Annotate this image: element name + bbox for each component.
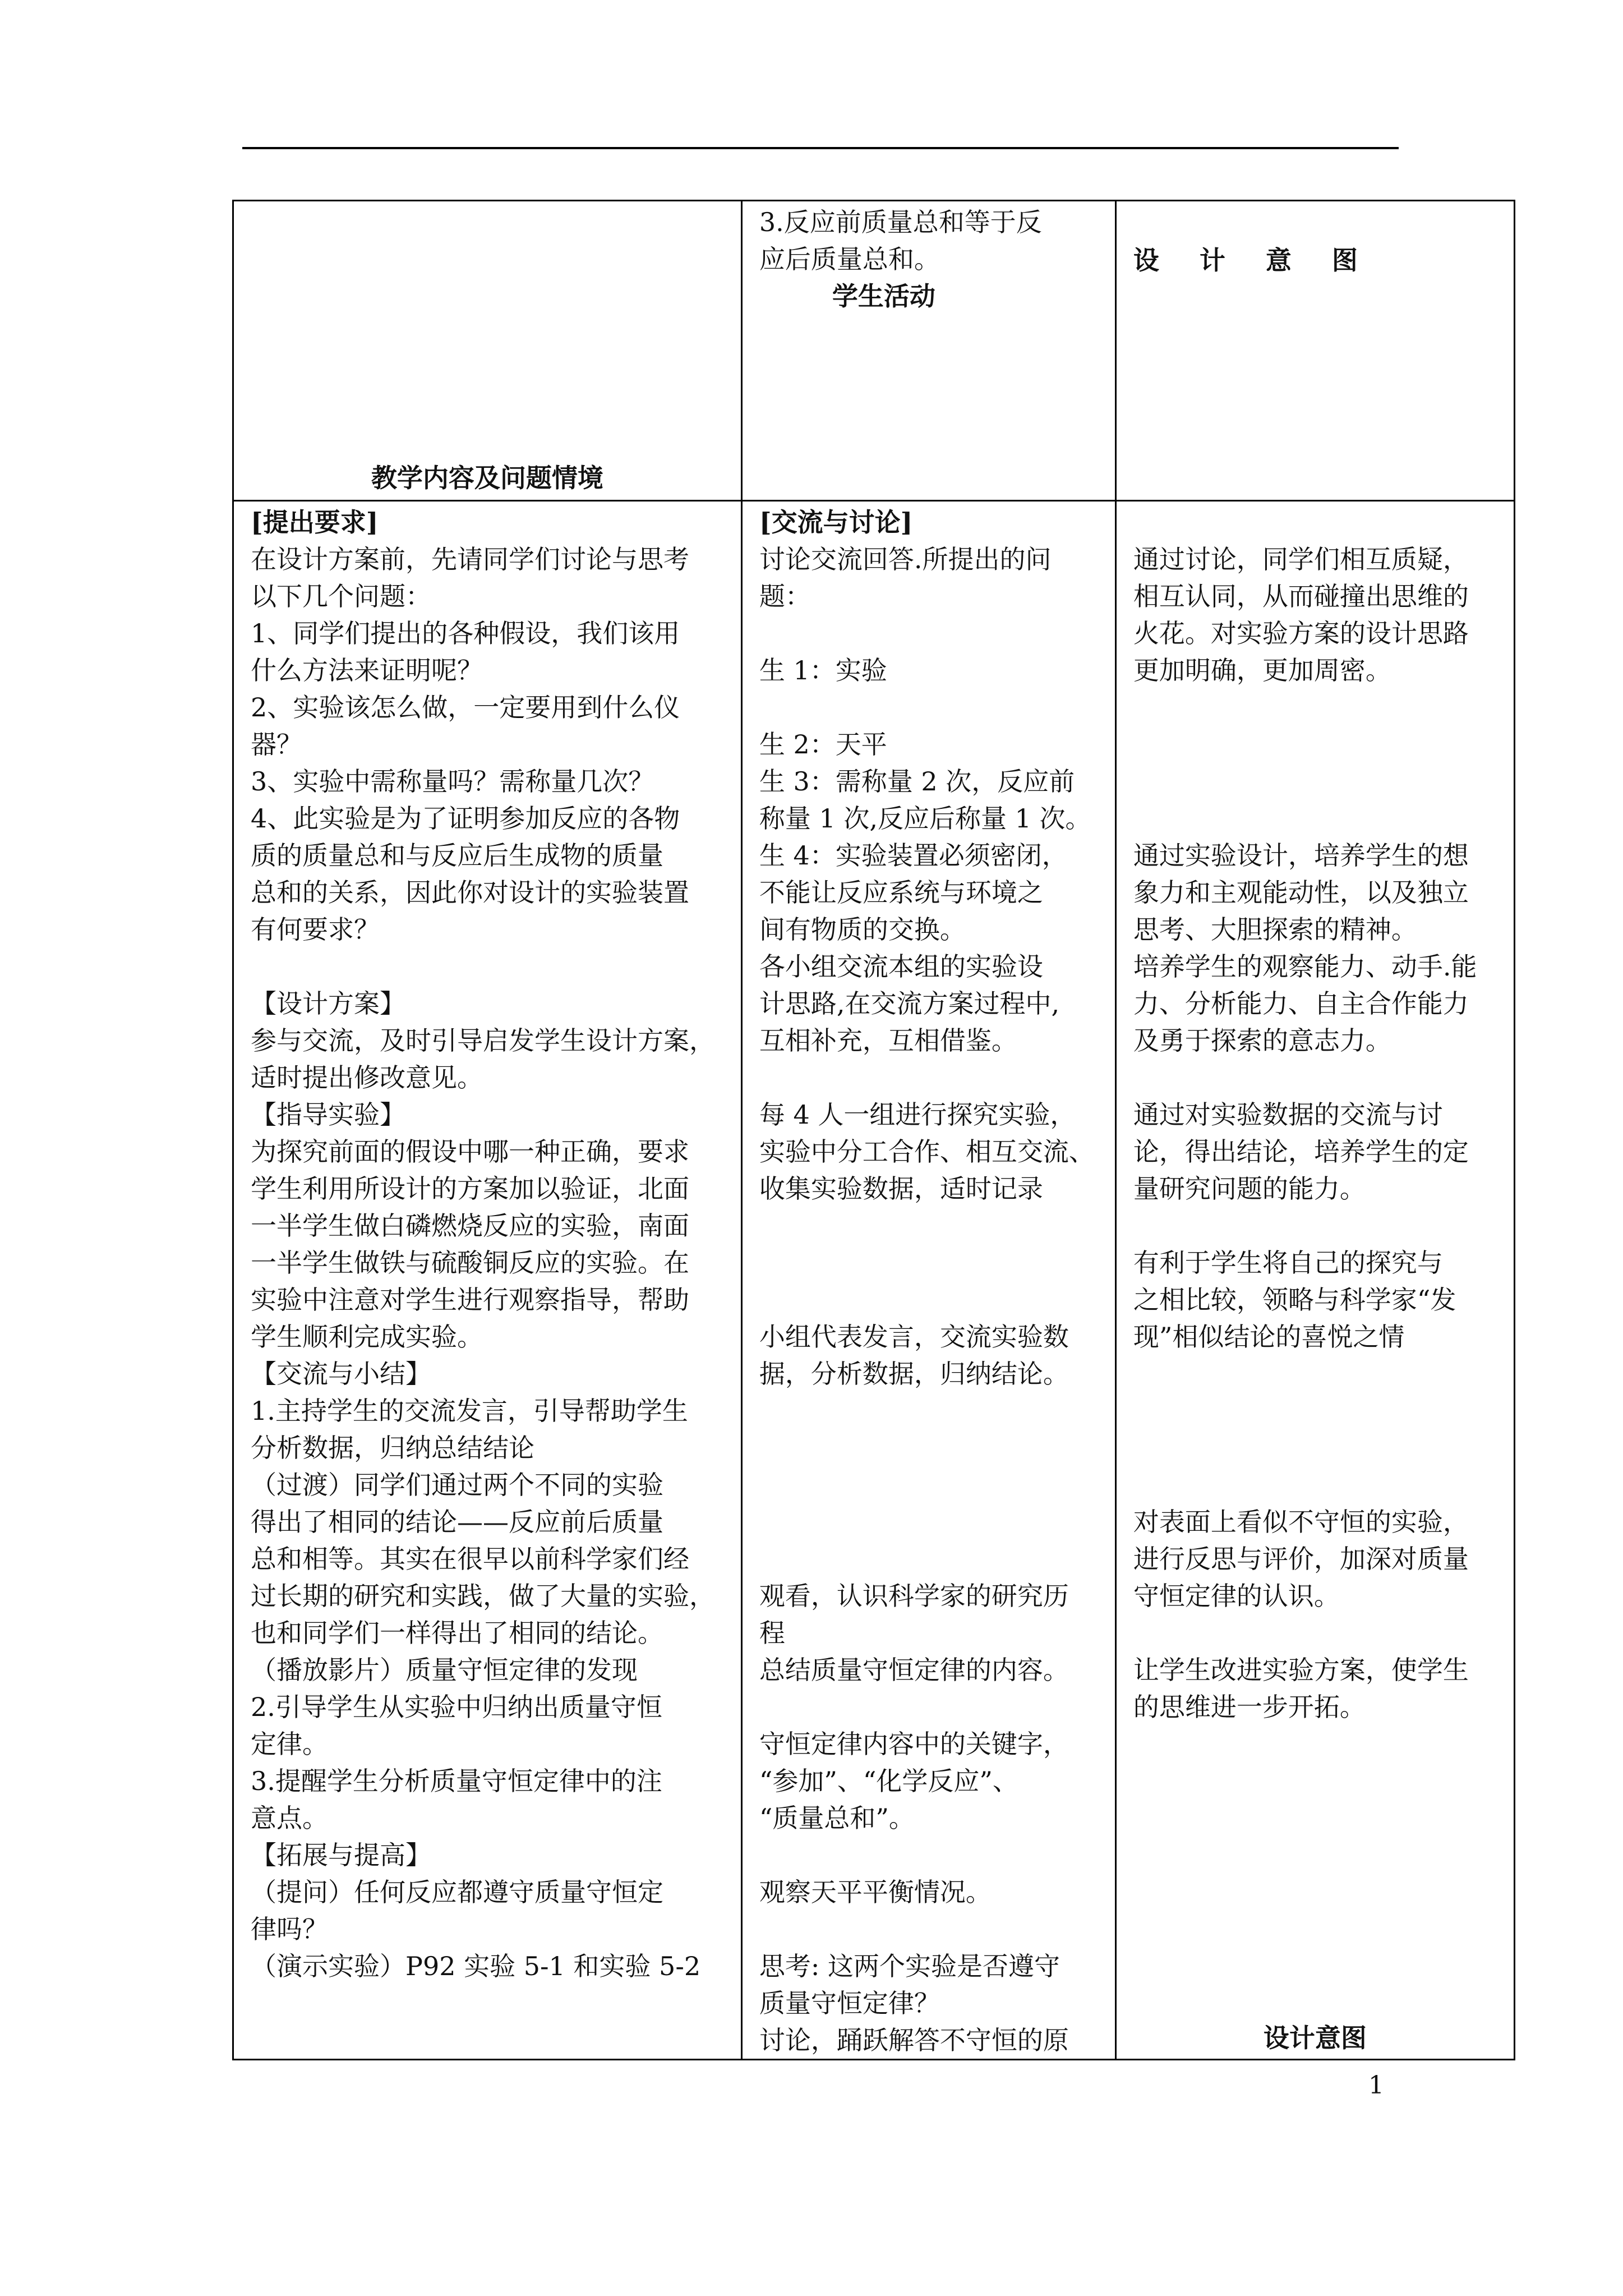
text-line: 分析数据，归纳总结结论 (251, 1433, 534, 1463)
text-line: 讨论交流回答.所提出的问 (759, 544, 1052, 574)
section-heading: 【设计方案】 (251, 988, 405, 1019)
text-line: 生 1：实验 (759, 655, 887, 685)
text-line: （播放影片）质量守恒定律的发现 (251, 1655, 638, 1685)
text-line: 计思路,在交流方案过程中, (759, 988, 1060, 1019)
text-line: 不能让反应系统与环境之 (759, 877, 1043, 908)
text-line: 力、分析能力、自主合作能力 (1133, 988, 1469, 1019)
text-line: 对表面上看似不守恒的实验， (1133, 1507, 1469, 1537)
student-activity-title: 学生活动 (832, 281, 935, 311)
text-line: 质的质量总和与反应后生成物的质量 (251, 840, 663, 871)
text-line: 实验中注意对学生进行观察指导，帮助 (251, 1285, 689, 1315)
text-line: 总和的关系，因此你对设计的实验装置 (251, 877, 689, 908)
table-header-row (233, 201, 1515, 501)
section-heading: [交流与讨论] (759, 507, 913, 537)
text-line: 也和同学们一样得出了相同的结论。 (251, 1618, 663, 1648)
text-line: 培养学生的观察能力、动手.能 (1133, 951, 1477, 982)
header-cell-student-activity (741, 201, 1115, 501)
text-line: （过渡）同学们通过两个不同的实验 (251, 1470, 663, 1500)
text-line: 守恒定律内容中的关键字， (759, 1729, 1069, 1759)
text-line: 学生利用所设计的方案加以验证，北面 (251, 1174, 689, 1204)
design-intent-title: 设 计 意 图 (1133, 245, 1373, 275)
text-line: 一半学生做铁与硫酸铜反应的实验。在 (251, 1248, 689, 1278)
header-cell-design-intent (1115, 201, 1514, 501)
text-line: （提问）任何反应都遵守质量守恒定 (251, 1877, 663, 1907)
text-line: 论，得出结论，培养学生的定 (1133, 1137, 1469, 1167)
text-line: 过长期的研究和实践，做了大量的实验， (251, 1581, 715, 1611)
text-line: 学生顺利完成实验。 (251, 1322, 483, 1352)
text-line: 火花。对实验方案的设计思路 (1133, 618, 1469, 648)
text-line: 称量 1 次,反应后称量 1 次。 (759, 803, 1091, 834)
text-line: 意点。 (251, 1803, 328, 1833)
lesson-plan-table (232, 200, 1515, 2060)
section-heading: 【交流与小结】 (251, 1359, 431, 1389)
text-line: （演示实验）P92 实验 5-1 和实验 5-2 (251, 1951, 701, 1981)
text-line: 通过实验设计，培养学生的想 (1133, 840, 1469, 871)
teaching-content-cell (233, 501, 742, 2060)
text-line: 据，分析数据，归纳结论。 (759, 1359, 1069, 1389)
text-line: 象力和主观能动性，以及独立 (1133, 877, 1469, 908)
text-line: “参加”、“化学反应”、 (759, 1766, 1018, 1796)
text-line: 观察天平平衡情况。 (759, 1877, 992, 1907)
text-line: 互相补充，互相借鉴。 (759, 1025, 1017, 1056)
student-activity-cell (741, 501, 1115, 2060)
text-line: 程 (759, 1618, 785, 1648)
text-line: 让学生改进实验方案，使学生 (1133, 1655, 1469, 1685)
text-line: 在设计方案前，先请同学们讨论与思考 (251, 544, 689, 574)
text-line: 题： (759, 581, 811, 611)
text-line: 通过讨论，同学们相互质疑， (1133, 544, 1469, 574)
text-line: 适时提出修改意见。 (251, 1062, 483, 1093)
text-line: 质量守恒定律？ (759, 1988, 940, 2018)
text-line: 间有物质的交换。 (759, 914, 966, 945)
text-line: 律吗？ (251, 1914, 328, 1944)
text-line: 得出了相同的结论——反应前后质量 (251, 1507, 663, 1537)
text-line: 以下几个问题： (251, 581, 431, 611)
text-line: 什么方法来证明呢？ (251, 655, 483, 685)
section-heading: 【拓展与提高】 (251, 1840, 431, 1870)
text-line: 3、实验中需称量吗？需称量几次？ (251, 766, 654, 797)
text-line: 观看，认识科学家的研究历 (759, 1581, 1069, 1611)
text-line: 参与交流，及时引导启发学生设计方案， (251, 1025, 715, 1056)
text-line: 2.引导学生从实验中归纳出质量守恒 (251, 1692, 662, 1722)
text-line: 有利于学生将自己的探究与 (1133, 1248, 1443, 1278)
text-line: 实验中分工合作、相互交流、 (759, 1137, 1095, 1167)
text-line: 收集实验数据，适时记录 (759, 1174, 1043, 1204)
text-line: 量研究问题的能力。 (1133, 1174, 1366, 1204)
text-line: 生 2：天平 (759, 729, 887, 760)
text-line: 现”相似结论的喜悦之情 (1133, 1322, 1405, 1352)
text-line: 生 4：实验装置必须密闭， (759, 840, 1068, 871)
text-line: 为探究前面的假设中哪一种正确，要求 (251, 1137, 689, 1167)
text-line: 一半学生做白磷燃烧反应的实验，南面 (251, 1211, 689, 1241)
text-line: 相互认同，从而碰撞出思维的 (1133, 581, 1469, 611)
header-cell-teaching-content (233, 201, 742, 501)
text-line: 生 3：需称量 2 次，反应前 (759, 766, 1075, 797)
design-intent-bottom-title: 设计意图 (1263, 2023, 1367, 2053)
text-line: 定律。 (251, 1729, 328, 1759)
header-rule (242, 147, 1399, 149)
text-line: 的思维进一步开拓。 (1133, 1692, 1366, 1722)
text-line: 之相比较，领略与科学家“发 (1133, 1285, 1456, 1315)
text-line: 更加明确，更加周密。 (1133, 655, 1391, 685)
text-line: 讨论，踊跃解答不守恒的原 (759, 2025, 1069, 2055)
text-line: 4、此实验是为了证明参加反应的各物 (251, 803, 680, 834)
text-line: 通过对实验数据的交流与讨 (1133, 1099, 1443, 1130)
text-line: 小组代表发言，交流实验数 (759, 1322, 1069, 1352)
text-line: 每 4 人一组进行探究实验， (759, 1099, 1076, 1130)
text-line: 2、实验该怎么做，一定要用到什么仪 (251, 692, 680, 723)
text-line: 1.主持学生的交流发言，引导帮助学生 (251, 1396, 688, 1426)
text-line: 进行反思与评价，加深对质量 (1133, 1544, 1469, 1574)
text-line: “质量总和”。 (759, 1803, 915, 1833)
section-heading: 【指导实验】 (251, 1099, 405, 1130)
teaching-content-title: 教学内容及问题情境 (371, 463, 603, 493)
text-line: 思考、大胆探索的精神。 (1133, 914, 1417, 945)
text-line: 守恒定律的认识。 (1133, 1581, 1340, 1611)
design-intent-cell (1115, 501, 1514, 2060)
section-heading: [提出要求] (251, 507, 379, 537)
text-line: 总结质量守恒定律的内容。 (759, 1655, 1069, 1685)
text-line: 应后质量总和。 (759, 244, 940, 274)
table-body-row (233, 501, 1515, 2060)
text-line: 器？ (251, 729, 302, 760)
text-line: 各小组交流本组的实验设 (759, 951, 1043, 982)
text-line: 3.提醒学生分析质量守恒定律中的注 (251, 1766, 662, 1796)
page-number: 1 (1368, 2071, 1384, 2100)
text-line: 思考: 这两个实验是否遵守 (759, 1951, 1060, 1981)
text-line: 及勇于探索的意志力。 (1133, 1025, 1391, 1056)
text-line: 3.反应前质量总和等于反 (759, 207, 1042, 237)
text-line: 1、同学们提出的各种假设，我们该用 (251, 618, 680, 648)
text-line: 有何要求？ (251, 914, 380, 945)
text-line: 总和相等。其实在很早以前科学家们经 (251, 1544, 689, 1574)
